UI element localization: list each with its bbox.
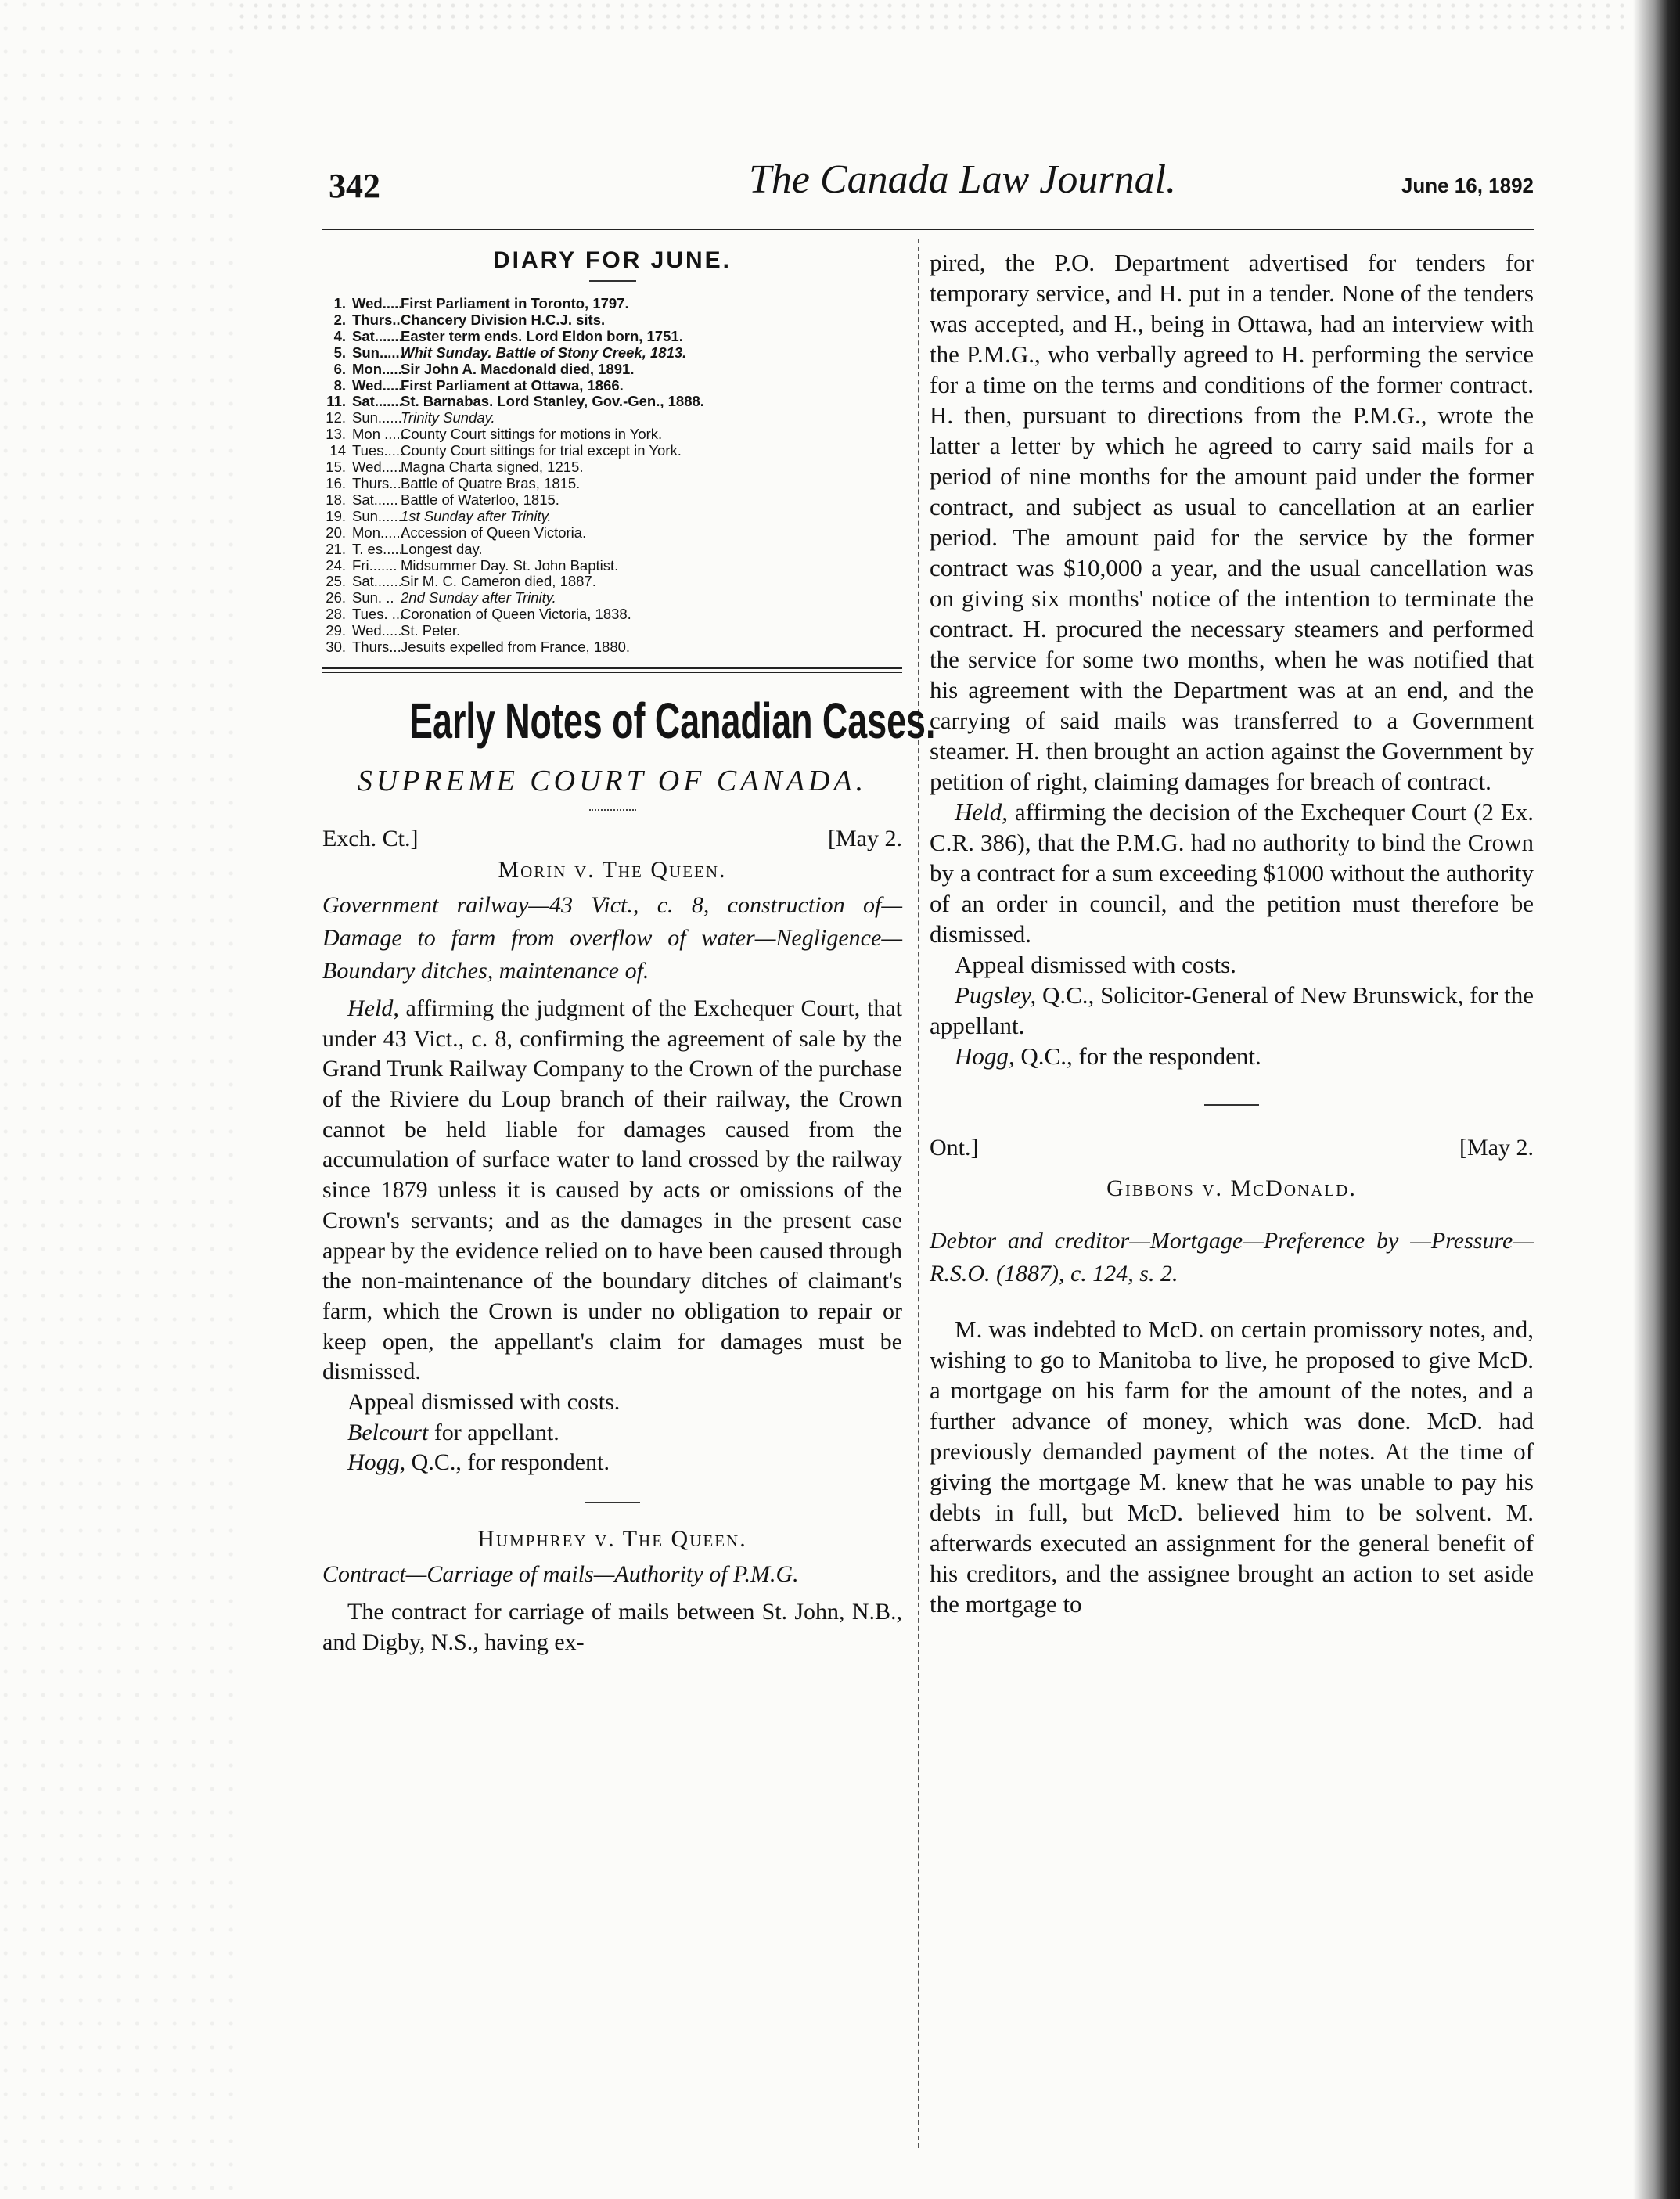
case-separator-2: [1204, 1104, 1259, 1106]
diary-entry-event: County Court sittings for trial except in York.: [401, 442, 682, 459]
diary-entry-number: 1.: [333, 295, 346, 311]
diary-entry-event: St. Peter.: [401, 622, 461, 639]
diary-list: [322, 296, 902, 656]
diary-entry-number: 11.: [326, 393, 346, 410]
diary-entry-day: Sat.......: [352, 573, 402, 590]
diary-entry: [322, 443, 902, 459]
diary-entry: [322, 329, 902, 345]
diary-entry: [322, 378, 902, 394]
diary-entry: [322, 362, 902, 378]
diary-entry-day: Wed.....: [352, 459, 402, 476]
case1-headnote: Government railway—43 Vict., c. 8, construction of—Damage to farm from overflow of water—Negligence—Boundary ditches, maintenance of.: [322, 891, 902, 984]
diary-entry: [322, 590, 902, 606]
case1-counsel1-text: for appellant.: [433, 1419, 559, 1445]
diary-entry-number: 18.: [326, 491, 346, 508]
diary-entry-day: Thurs..: [352, 311, 401, 328]
diary-entry-day: Sat.......: [352, 393, 403, 410]
left-column: [322, 235, 936, 1658]
case3-court: Ont.]: [930, 1135, 979, 1161]
diary-entry: [322, 476, 902, 492]
diary-entry-day: Sat......: [352, 491, 398, 508]
case1-counsel1-name: Belcourt: [347, 1419, 429, 1445]
diary-entry-day: Mon......: [352, 524, 405, 541]
diary-entry-number: 5.: [333, 344, 346, 361]
case2-counsel1-name: Pugsley,: [955, 981, 1037, 1009]
diary-entry-number: 29.: [326, 622, 346, 639]
diary-entry: [322, 492, 902, 509]
diary-entry-number: 16.: [326, 474, 346, 491]
diary-entry-day: Sun......: [352, 409, 402, 426]
case2-para1-left: The contract for carriage of mails between St. John, N.B., and Digby, N.S., having ex-: [322, 1599, 902, 1655]
diary-entry: [322, 394, 902, 410]
diary-entry-event: Jesuits expelled from France, 1880.: [401, 639, 631, 656]
diary-entry-day: Thurs...: [352, 474, 401, 491]
diary-entry-number: 14: [329, 442, 346, 459]
case1-disposition: Appeal dismissed with costs.: [347, 1389, 621, 1416]
diary-entry-event: Battle of Waterloo, 1815.: [401, 491, 559, 508]
diary-entry-day: Sun......: [352, 507, 402, 524]
diary-entry: [322, 410, 902, 426]
case2-counsel1: [930, 980, 1534, 1041]
diary-entry: [322, 525, 902, 542]
column-divider: [918, 239, 919, 2148]
diary-entry-day: Wed......: [352, 376, 407, 394]
page-header: [329, 157, 1534, 219]
diary-entry-event: Longest day.: [401, 540, 483, 557]
court-heading: SUPREME COURT OF CANADA.: [357, 764, 868, 797]
diary-end-rule: [322, 667, 902, 673]
diary-entry: [322, 459, 902, 476]
diary-entry-number: 19.: [326, 507, 346, 524]
case-separator: [585, 1502, 640, 1503]
case1-counsel2-text: Q.C., for respondent.: [411, 1449, 610, 1476]
case3-date: [May 2.: [1459, 1135, 1534, 1161]
case2-disposition: Appeal dismissed with costs.: [955, 951, 1236, 978]
diary-entry-number: 20.: [326, 524, 346, 541]
diary-entry-number: 6.: [333, 360, 346, 377]
diary-entry-event: First Parliament at Ottawa, 1866.: [401, 376, 624, 394]
diary-entry-event: Easter term ends. Lord Eldon born, 1751.: [401, 327, 683, 344]
diary-heading: DIARY FOR JUNE.: [492, 247, 732, 273]
case3-headnote: Debtor and creditor—Mortgage—Preference by —Pressure—R.S.O. (1887), c. 124, s. 2.: [930, 1228, 1534, 1287]
diary-entry-event: Whit Sunday. Battle of Stony Creek, 1813.: [401, 344, 687, 361]
diary-entry-number: 26.: [326, 589, 346, 606]
issue-date: June 16, 1892: [1401, 174, 1534, 197]
case2-para1-right: pired, the P.O. Department advertised for tenders for temporary service, and H. put in a tender. None of the tenders was accepted, and H., being in Ottawa, had an interview with the P.M.G., who verbally agreed to H. performing the service for a time on the terms and conditions of the former contract. H. then, pursuant to directions from the P.M.G., wrote the latter a letter by which he agreed to carry said mails for a period of nine months for the amount paid under the former contract, and subject as usual to cancellation at an earlier period. The amount paid for the service by the former contract was $10,000 a year, and the usual cancellation was on giving six months' notice of the intention to terminate the contract. H. procured the necessary steamers and performed the service for some two months, when he was notified that his agreement with the Department was at an end, and the carrying of said mails was transferred to a Government steamer. H. then brought an action against the Government by petition of right, claiming damages for breach of contract.: [930, 249, 1534, 795]
diary-entry-number: 13.: [326, 426, 346, 443]
diary-entry-number: 30.: [326, 639, 346, 656]
diary-entry-number: 28.: [326, 606, 346, 623]
diary-entry: [322, 606, 902, 623]
case3-name: Gibbons v. McDonald.: [1106, 1175, 1357, 1201]
case1-name: Morin v. The Queen.: [498, 856, 727, 883]
case2-counsel2: [930, 1041, 1534, 1071]
diary-entry-day: T. es.....: [352, 540, 403, 557]
case1-counsel2: [322, 1448, 902, 1478]
diary-entry: [322, 542, 902, 558]
case1-held-label: Held,: [347, 995, 399, 1021]
scan-noise-top: [235, 0, 1633, 31]
case1-date: [May 2.: [828, 825, 902, 851]
case1-counsel2-name: Hogg,: [347, 1449, 406, 1476]
diary-entry-day: Wed.....: [352, 622, 402, 639]
diary-entry-number: 15.: [326, 459, 346, 476]
case3-meta: [930, 1132, 1534, 1164]
case1-meta: [322, 823, 902, 855]
diary-entry-event: County Court sittings for motions in York.: [401, 426, 663, 443]
header-rule: [322, 229, 1534, 230]
diary-entry-day: Mon ......: [352, 426, 408, 443]
case2-name: Humphrey v. The Queen.: [477, 1526, 747, 1553]
diary-entry-day: Wed.....: [352, 295, 403, 311]
journal-title: The Canada Law Journal.: [748, 157, 1177, 202]
diary-entry-day: Thurs...: [352, 639, 401, 656]
diary-entry-event: St. Barnabas. Lord Stanley, Gov.-Gen., 1888.: [401, 393, 704, 410]
diary-entry-event: Accession of Queen Victoria.: [401, 524, 587, 541]
diary-entry-number: 25.: [326, 573, 346, 590]
diary-entry-number: 4.: [333, 327, 346, 344]
diary-entry: [322, 312, 902, 329]
diary-entry: [322, 345, 902, 362]
case2-counsel1-text: Q.C., Solicitor-General of New Brunswick, for the appellant.: [930, 981, 1534, 1039]
diary-entry-number: 21.: [326, 540, 346, 557]
diary-entry-number: 2.: [333, 311, 346, 328]
right-column: [930, 235, 1534, 1619]
diary-entry-event: 2nd Sunday after Trinity.: [401, 589, 556, 606]
diary-entry-event: Midsummer Day. St. John Baptist.: [401, 556, 619, 574]
case2-headnote: Contract—Carriage of mails—Authority of P.M.G.: [322, 1561, 799, 1588]
court-rule: [589, 809, 636, 811]
case2-counsel2-name: Hogg,: [955, 1042, 1015, 1070]
diary-entry-number: 8.: [333, 376, 346, 394]
page-number: 342: [329, 167, 380, 205]
diary-entry-event: Sir M. C. Cameron died, 1887.: [401, 573, 596, 590]
case2-counsel2-text: Q.C., for the respondent.: [1020, 1042, 1261, 1070]
diary-entry-number: 12.: [326, 409, 346, 426]
scan-noise-left: [0, 0, 235, 2199]
diary-entry-event: Trinity Sunday.: [401, 409, 495, 426]
diary-entry-event: Magna Charta signed, 1215.: [401, 459, 584, 476]
case2-held-text: affirming the decision of the Exchequer Court (2 Ex. C.R. 386), that the P.M.G. had no authority to bind the Crown by a contract for a sum exceeding $1000 without the authority of an order in council, and the petition must therefore be dismissed.: [930, 798, 1534, 948]
case1-court: Exch. Ct.]: [322, 825, 419, 851]
scan-shadow-right: [1633, 0, 1680, 2199]
section-heading: Early Notes of Canadian Cases.: [409, 692, 936, 749]
diary-entry-day: Tues. ...: [352, 606, 405, 623]
diary-entry-day: Mon......: [352, 360, 406, 377]
diary-entry: [322, 509, 902, 525]
case1-held-text: affirming the judgment of the Exchequer Court, that under 43 Vict., c. 8, confirming the agreement of sale by the Grand Trunk Railway Company to the Crown of the purchase of the Riviere du Loup branch of their railway, the Crown cannot be held liable for damages caused from the accumulation of surface water to land crossed by the railway since 1879 unless it is caused by acts or omissions of the Crown's servants; and as the damages in the present case appear by the evidence relied on to have been caused through the non-maintenance of the boundary ditches of claimant's farm, which the Crown is under no obligation to repair or keep open, the appellant's claim for damages must be dismissed.: [322, 995, 902, 1385]
diary-entry-event: Chancery Division H.C.J. sits.: [401, 311, 606, 328]
case2-held-label: Held,: [955, 798, 1009, 826]
diary-heading-rule: [589, 280, 636, 282]
diary-entry: [322, 426, 902, 443]
diary-entry-event: Battle of Quatre Bras, 1815.: [401, 474, 581, 491]
diary-entry: [322, 623, 902, 639]
diary-entry-day: Fri.......: [352, 556, 398, 574]
diary-entry-day: Tues.....: [352, 442, 405, 459]
diary-entry: [322, 574, 902, 590]
case2-held: [930, 797, 1534, 949]
diary-entry-event: Coronation of Queen Victoria, 1838.: [401, 606, 631, 623]
case1-counsel1: [322, 1418, 902, 1449]
diary-entry-event: First Parliament in Toronto, 1797.: [401, 295, 629, 311]
diary-entry-day: Sat.......: [352, 327, 403, 344]
case3-para1: M. was indebted to McD. on certain promissory notes, and, wishing to go to Manitoba to live, he proposed to give McD. a mortgage on his farm for the amount of the notes, and a further advance of money, which was done. McD. had previously demanded payment of the notes. At the time of giving the mortgage M. knew that he was unable to pay his debts in full, but McD. believed him to be solvent. M. afterwards executed an assignment for the general benefit of his creditors, and the assignee brought an action to set aside the mortgage to: [930, 1315, 1534, 1618]
diary-entry-number: 24.: [326, 556, 346, 574]
diary-entry-event: 1st Sunday after Trinity.: [401, 507, 552, 524]
diary-entry-day: Sun......: [352, 344, 404, 361]
case1-held: [322, 994, 902, 1387]
diary-entry: [322, 296, 902, 312]
diary-entry-event: Sir John A. Macdonald died, 1891.: [401, 360, 635, 377]
diary-entry-day: Sun. ..: [352, 589, 394, 606]
diary-entry: [322, 558, 902, 574]
diary-entry: [322, 639, 902, 656]
